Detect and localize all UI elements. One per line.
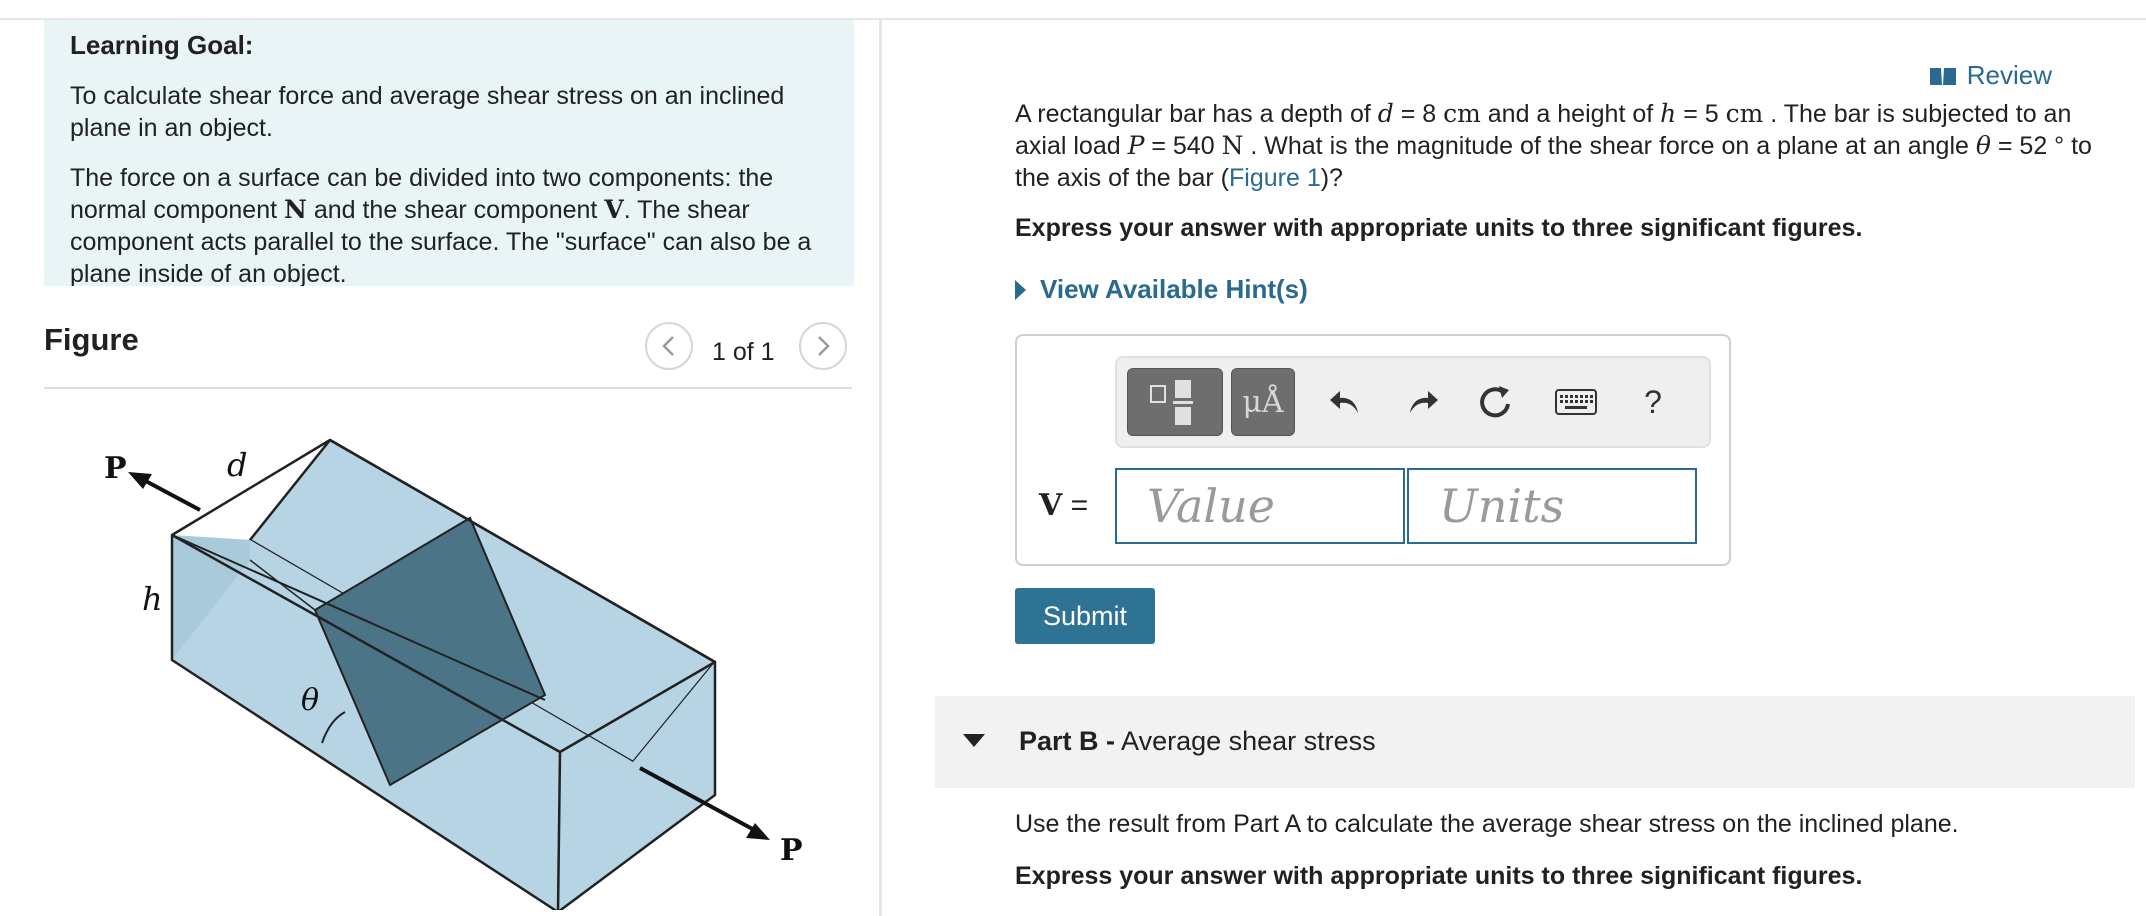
part-a-question [1015, 98, 2095, 194]
text-span: and a height of [1480, 100, 1661, 128]
view-hints-toggle[interactable] [1015, 274, 1308, 305]
fraction-template-icon [1145, 378, 1205, 426]
label-P-top: P [104, 451, 127, 486]
part-a-instruction: Express your answer with appropriate units to three significant figures. [1015, 214, 1863, 242]
unit-symbol: cm [1443, 99, 1481, 128]
part-b-title [1019, 726, 1376, 757]
undo-button[interactable] [1323, 380, 1367, 424]
units-button[interactable] [1231, 368, 1295, 436]
learning-goal-panel [44, 20, 854, 286]
chevron-left-icon [661, 335, 677, 357]
part-b-question: Use the result from Part A to calculate the average shear stress on the inclined plane. [1015, 810, 1959, 838]
caret-right-icon [1015, 280, 1026, 300]
next-figure-button[interactable] [799, 322, 847, 370]
learning-goal-title: Learning Goal: [70, 30, 254, 60]
figure-pager: 1 of 1 [712, 338, 775, 366]
submit-button[interactable]: Submit [1015, 588, 1155, 644]
math-toolbar [1115, 356, 1711, 448]
text-span: = 52 ° to the axis of the bar ( [1015, 132, 2092, 192]
figure-link[interactable]: Figure 1 [1229, 164, 1321, 192]
learning-goal-text: To calculate shear force and average shear stress on an inclined plane in an object. [70, 82, 785, 142]
answer-variable-label [1039, 488, 1088, 523]
part-b-name: Average shear stress [1115, 726, 1376, 756]
redo-icon [1406, 387, 1440, 417]
part-b-instruction: Express your answer with appropriate units to three significant figures. [1015, 862, 1863, 890]
redo-button[interactable] [1401, 380, 1445, 424]
text-span: The force on a surface can be divided into two components: the normal component [70, 164, 774, 224]
text-span: . The shear component acts parallel to the surface. The "surface" can also be a plane inside of an object. [70, 196, 812, 286]
part-b-label: Part B - [1019, 726, 1116, 756]
unit-symbol: cm [1725, 99, 1764, 128]
normal-component-symbol: N [284, 195, 307, 224]
part-b-header[interactable] [935, 696, 2135, 788]
units-input[interactable]: Units [1407, 468, 1697, 544]
help-icon: ? [1644, 383, 1662, 420]
unit-symbol: N [1221, 131, 1244, 160]
text-span: . What is the magnitude of the shear force on a plane at an angle [1243, 132, 1976, 160]
templates-button[interactable] [1127, 368, 1223, 436]
bar-figure [80, 420, 840, 910]
label-h: h [142, 580, 163, 618]
reset-button[interactable] [1473, 380, 1517, 424]
equals-sign: = [1062, 489, 1089, 522]
text-span: . The bar is subjected to an axial load [1015, 100, 2072, 160]
variable-symbol: V [1039, 488, 1063, 523]
text-span: and the shear component [306, 196, 605, 224]
text-span: = 540 [1144, 132, 1222, 160]
math-symbol: P [1127, 131, 1145, 160]
review-link[interactable] [1929, 60, 2052, 91]
label-P-bottom: P [780, 833, 803, 868]
text-span: A rectangular bar has a depth of [1015, 100, 1378, 128]
figure-rule [44, 387, 852, 389]
chevron-right-icon [815, 335, 831, 357]
previous-figure-button[interactable] [645, 322, 693, 370]
help-button[interactable] [1631, 380, 1675, 424]
load-arrow-top [140, 478, 200, 510]
text-span: = 8 [1393, 100, 1444, 128]
shear-component-symbol: V [604, 195, 624, 224]
review-label: Review [1966, 60, 2052, 90]
value-input[interactable]: Value [1115, 468, 1405, 544]
text-span: )? [1320, 164, 1343, 192]
figure-title: Figure [44, 322, 139, 357]
panel-divider[interactable] [879, 20, 882, 916]
answer-box [1015, 334, 1731, 566]
label-theta: θ [301, 683, 320, 718]
caret-down-icon [963, 734, 985, 747]
math-symbol: h [1660, 99, 1677, 128]
math-symbol: d [1377, 99, 1394, 128]
book-icon [1929, 65, 1957, 87]
math-symbol: θ [1975, 131, 1991, 160]
label-d: d [227, 446, 248, 484]
keyboard-icon [1555, 389, 1597, 415]
units-button-label: μÅ [1242, 384, 1284, 420]
keyboard-button[interactable] [1551, 380, 1601, 424]
hint-label: View Available Hint(s) [1040, 274, 1308, 304]
reset-icon [1477, 384, 1513, 420]
undo-icon [1328, 387, 1362, 417]
learning-goal-components-text [70, 162, 840, 286]
text-span: = 5 [1676, 100, 1726, 128]
